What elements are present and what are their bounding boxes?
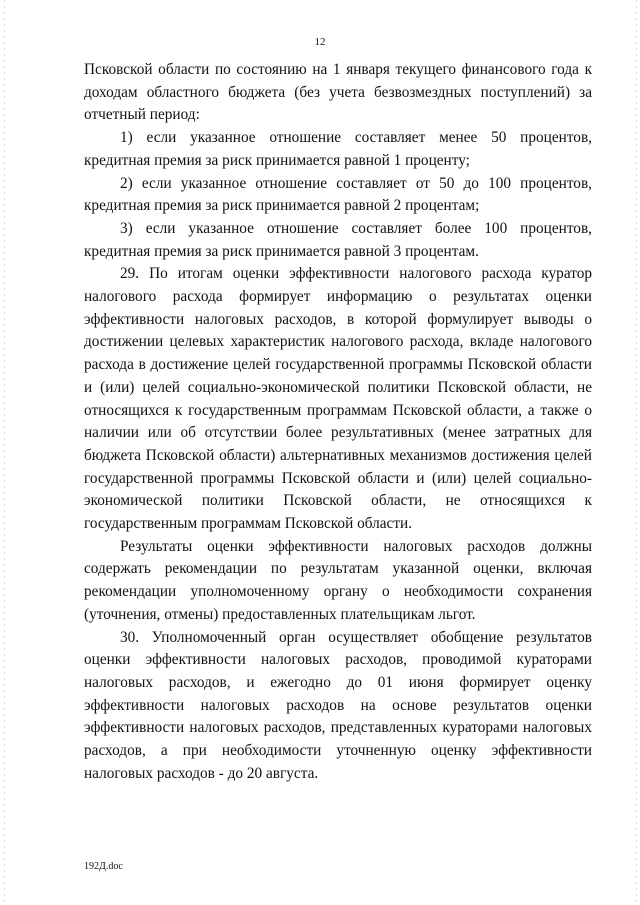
document-body: [84, 59, 592, 786]
footer-filename: 192Д.doc: [84, 861, 123, 872]
paragraph-continuation: Псковской области по состоянию на 1 января текущего финансового года к доходам областного бюджета (без учета безвозмездных поступлений) за отчетный период:: [84, 61, 592, 124]
paragraph-clause-30: 30. Уполномоченный орган осуществляет обобщение результатов оценки эффективности налоговых расходов, проводимой кураторами налоговых расходов, и ежегодно до 01 июня формирует оценку эффективности налоговых расходов на основе результатов оценки эффективности налоговых расходов, представленных кураторами налоговых расходов, а при необходимости уточненную оценку эффективности налоговых расходов - до 20 августа.: [84, 628, 592, 782]
scan-edge-left: [4, 0, 5, 905]
paragraph-clause-29: 29. По итогам оценки эффективности налогового расхода куратор налогового расхода формирует информацию о результатах оценки эффективности налоговых расходов, в которой формулирует выводы о достижении целевых характеристик налогового расхода, вкладе налогового расхода в достижение целей государственной программы Псковской области и (или) целей социально-экономической политики Псковской области, не относящихся к государственным программам Псковской области, а также о наличии или об отсутствии более результативных (менее затратных для бюджета Псковской области) альтернативных механизмов достижения целей государственной программы Псковской области и (или) целей социально-экономической политики Псковской области, не относящихся к государственным программам Псковской области.: [84, 265, 592, 533]
paragraph-item-3: 3) если указанное отношение составляет более 100 процентов, кредитная премия за риск принимается равной 3 процентам.: [84, 219, 592, 260]
page-number: 12: [314, 36, 326, 48]
paragraph-item-2: 2) если указанное отношение составляет от 50 до 100 процентов, кредитная премия за риск принимается равной 2 процентам;: [84, 174, 592, 215]
paragraph-item-1: 1) если указанное отношение составляет менее 50 процентов, кредитная премия за риск принимается равной 1 проценту;: [84, 129, 592, 169]
scan-edge-right: [636, 0, 637, 905]
paragraph-results: Результаты оценки эффективности налоговых расходов должны содержать рекомендации по результатам указанной оценки, включая рекомендации уполномоченному органу о необходимости сохранения (уточнения, отмены) предоставленных плательщикам льгот.: [84, 537, 592, 623]
